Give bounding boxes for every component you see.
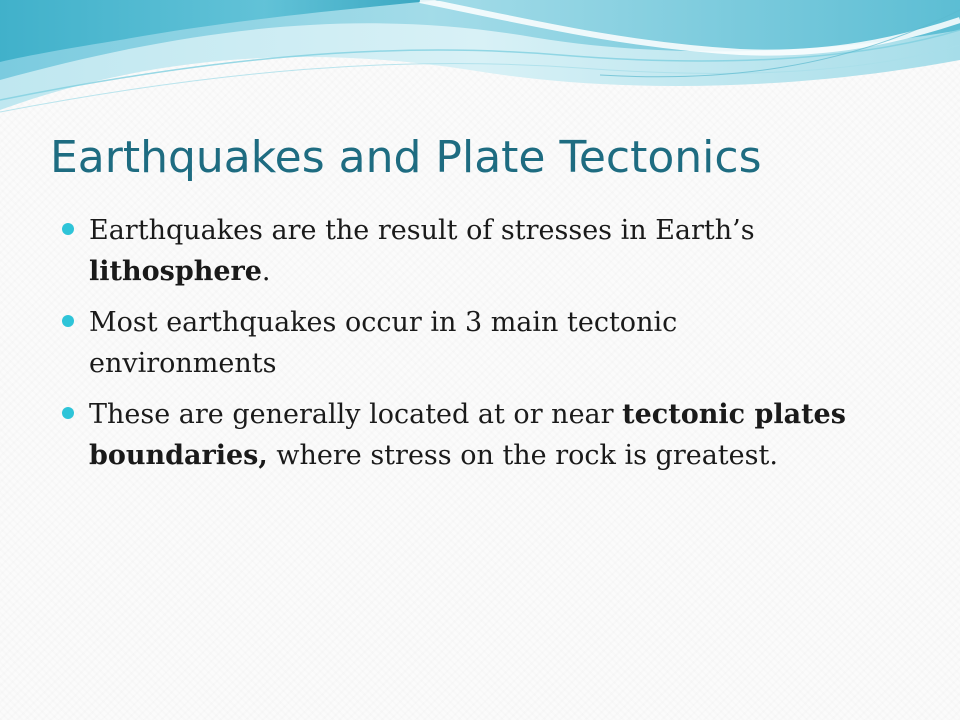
bullet-text-part: where stress on the rock is greatest. — [267, 440, 778, 471]
bullet-list — [62, 210, 862, 486]
bullet-text — [89, 215, 755, 287]
bullet-item — [62, 302, 862, 384]
bullet-dot-icon — [62, 315, 74, 327]
bullet-text-bold: lithosphere — [89, 256, 262, 287]
bullet-text — [89, 307, 677, 379]
bullet-item — [62, 394, 862, 476]
bullet-text — [89, 399, 846, 471]
bullet-text-part: These are generally located at or near — [89, 399, 623, 430]
wave-banner-decoration — [0, 0, 960, 130]
bullet-dot-icon — [62, 223, 74, 235]
bullet-text-bold: tectonic plates boundaries, — [89, 399, 846, 471]
bullet-dot-icon — [62, 407, 74, 419]
slide-title: Earthquakes and Plate Tectonics — [50, 132, 762, 183]
bullet-item — [62, 210, 862, 292]
bullet-text-part: Earthquakes are the result of stresses in Earth’s — [89, 215, 755, 246]
bullet-text-part: . — [261, 256, 271, 287]
bullet-text-part: Most earthquakes occur in 3 main tectonic environments — [89, 307, 678, 379]
